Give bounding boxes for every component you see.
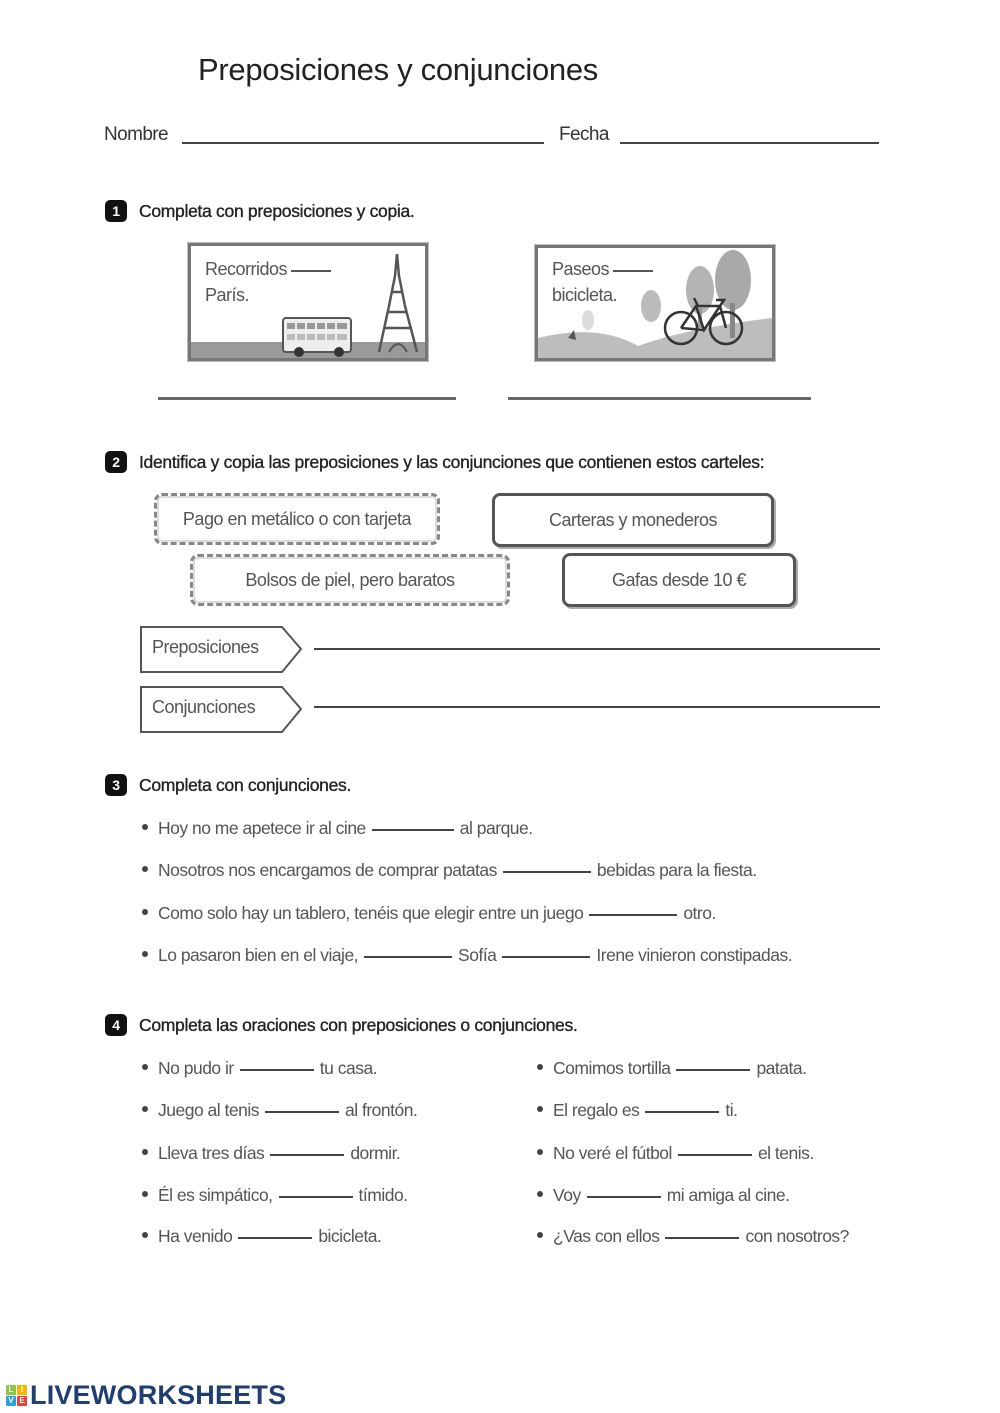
card-paris	[188, 243, 428, 361]
name-field[interactable]	[182, 142, 544, 144]
bullet-icon	[142, 951, 148, 957]
tag-preposiciones	[140, 626, 305, 670]
card-bicicleta-line2: bicicleta.	[552, 285, 618, 305]
exercise-3-heading	[105, 774, 351, 796]
ex4-right-item-5: ¿Vas con ellos con nosotros?	[537, 1226, 849, 1247]
card-paris-line2: París.	[205, 285, 250, 305]
blank-field[interactable]	[238, 1237, 312, 1239]
ex4-left-item-3: Lleva tres días dormir.	[142, 1143, 400, 1164]
sign-bolsos: Bolsos de piel, pero baratos	[190, 554, 510, 606]
bullet-icon	[537, 1106, 543, 1112]
sign-pago: Pago en metálico o con tarjeta	[154, 493, 440, 545]
tag-conjunciones	[140, 686, 305, 730]
name-label: Nombre	[104, 124, 168, 145]
exercise-2-instruction: Identifica y copia las preposiciones y las conjunciones que contienen estos carteles:	[139, 451, 765, 472]
bullet-icon	[142, 824, 148, 830]
live-tiles-icon: L I V E	[6, 1385, 27, 1406]
blank-field[interactable]	[587, 1196, 661, 1198]
blank-field[interactable]	[503, 871, 591, 873]
bullet-icon	[537, 1191, 543, 1197]
blank-field[interactable]	[270, 1154, 344, 1156]
ex3-item-1: Hoy no me apetece ir al cine al parque.	[142, 818, 533, 839]
sign-gafas: Gafas desde 10 €	[562, 553, 796, 607]
ex3-item-4: Lo pasaron bien en el viaje, Sofía Irene vinieron constipadas.	[142, 945, 792, 966]
exercise-number-badge: 2	[105, 451, 127, 473]
tag-conjunciones-label: Conjunciones	[152, 697, 256, 717]
blank-field[interactable]	[676, 1069, 750, 1071]
bullet-icon	[537, 1149, 543, 1155]
ex4-left-item-2: Juego al tenis al frontón.	[142, 1100, 417, 1121]
ex4-left-item-5: Ha venido bicicleta.	[142, 1226, 381, 1247]
ex4-right-item-1: Comimos tortilla patata.	[537, 1058, 806, 1079]
card-bicicleta-line1: Paseos	[552, 259, 610, 279]
blank-field[interactable]	[645, 1111, 719, 1113]
ex4-right-item-2: El regalo es ti.	[537, 1100, 738, 1121]
ex4-right-item-4: Voy mi amiga al cine.	[537, 1185, 790, 1206]
card-paris-line1: Recorridos	[205, 259, 288, 279]
exercise-2-heading	[105, 451, 764, 473]
blank-field[interactable]	[502, 956, 590, 958]
exercise-number-badge: 3	[105, 774, 127, 796]
bullet-icon	[142, 866, 148, 872]
blank-field[interactable]	[279, 1196, 353, 1198]
copy-line-2[interactable]	[508, 397, 811, 400]
blank-field[interactable]	[665, 1237, 739, 1239]
ex4-left-item-1: No pudo ir tu casa.	[142, 1058, 377, 1079]
blank-field[interactable]	[265, 1111, 339, 1113]
blank-field[interactable]	[372, 829, 454, 831]
ex4-left-item-4: Él es simpático, tímido.	[142, 1185, 408, 1206]
bullet-icon	[537, 1232, 543, 1238]
page-title: Preposiciones y conjunciones	[198, 52, 599, 87]
blank-field[interactable]	[589, 914, 677, 916]
bullet-icon	[142, 1232, 148, 1238]
copy-line-1[interactable]	[158, 397, 456, 400]
ex3-item-2: Nosotros nos encargamos de comprar patatas bebidas para la fiesta.	[142, 860, 757, 881]
exercise-number-badge: 4	[105, 1014, 127, 1036]
sign-carteras: Carteras y monederos	[492, 493, 774, 547]
card-bicicleta-blank[interactable]	[613, 270, 653, 272]
preposiciones-answer-line[interactable]	[314, 648, 880, 650]
blank-field[interactable]	[240, 1069, 314, 1071]
bullet-icon	[142, 909, 148, 915]
exercise-1-heading	[105, 200, 415, 222]
bullet-icon	[142, 1106, 148, 1112]
date-label: Fecha	[559, 124, 609, 145]
exercise-4-instruction: Completa las oraciones con preposiciones o conjunciones.	[139, 1014, 578, 1035]
liveworksheets-logo[interactable]	[6, 1380, 286, 1411]
bullet-icon	[142, 1149, 148, 1155]
blank-field[interactable]	[678, 1154, 752, 1156]
exercise-1-instruction: Completa con preposiciones y copia.	[139, 200, 415, 221]
conjunciones-answer-line[interactable]	[314, 706, 880, 708]
tag-preposiciones-label: Preposiciones	[152, 637, 259, 657]
exercise-number-badge: 1	[105, 200, 127, 222]
exercise-4-heading	[105, 1014, 577, 1036]
blank-field[interactable]	[364, 956, 452, 958]
exercise-3-instruction: Completa con conjunciones.	[139, 774, 352, 795]
logo-text: LIVEWORKSHEETS	[30, 1380, 287, 1410]
bullet-icon	[142, 1191, 148, 1197]
date-field[interactable]	[620, 142, 879, 144]
card-bicicleta	[535, 245, 775, 361]
bus-and-eiffel-tower-icon	[191, 246, 425, 358]
bullet-icon	[537, 1064, 543, 1070]
bullet-icon	[142, 1064, 148, 1070]
ex4-right-item-3: No veré el fútbol el tenis.	[537, 1143, 814, 1164]
ex3-item-3: Como solo hay un tablero, tenéis que elegir entre un juego otro.	[142, 903, 716, 924]
